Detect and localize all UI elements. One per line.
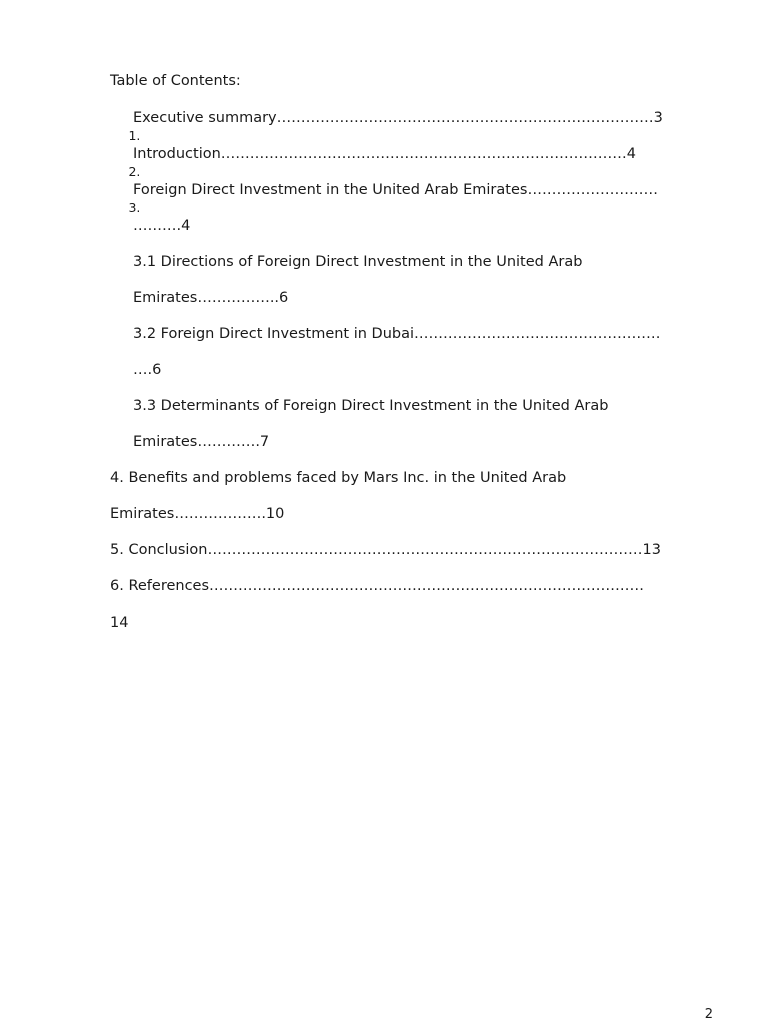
toc-subentry-3-1-continuation: Emirates……………..6 (133, 290, 289, 306)
toc-subentry-3-2[interactable]: 3.2 Foreign Direct Investment in Dubai…………………………………………… (133, 326, 661, 342)
toc-entry-6[interactable]: 6. References……………………………………………………………………………… (110, 578, 645, 594)
toc-entry-3-continuation: ……….4 (133, 218, 191, 234)
toc-entry-4-continuation: Emirates……………….10 (110, 506, 285, 522)
toc-entry-text: Introduction…………………………………………………………………………4 (133, 146, 637, 162)
toc-entry-4[interactable]: 4. Benefits and problems faced by Mars Inc. in the United Arab (110, 470, 567, 486)
toc-subentry-3-2-continuation: ….6 (133, 362, 162, 378)
toc-entry-5[interactable]: 5. Conclusion………………………………………………………………………………13 (110, 542, 661, 558)
page-number: 2 (704, 1007, 713, 1022)
toc-entry-text: Foreign Direct Investment in the United Arab Emirates……………………… (133, 182, 658, 198)
toc-entry-6-continuation: 14 (110, 615, 129, 631)
toc-entry-number: 2. (128, 164, 141, 179)
toc-entry-number: 1. (128, 128, 141, 143)
toc-entry-number: 3. (128, 200, 141, 215)
toc-entry-text: Executive summary……………………………………………………………………3 (133, 110, 663, 126)
toc-subentry-3-3-continuation: Emirates………….7 (133, 434, 270, 450)
toc-heading: Table of Contents: (110, 73, 241, 89)
toc-subentry-3-3[interactable]: 3.3 Determinants of Foreign Direct Investment in the United Arab (133, 398, 609, 414)
toc-subentry-3-1[interactable]: 3.1 Directions of Foreign Direct Investment in the United Arab (133, 254, 583, 270)
